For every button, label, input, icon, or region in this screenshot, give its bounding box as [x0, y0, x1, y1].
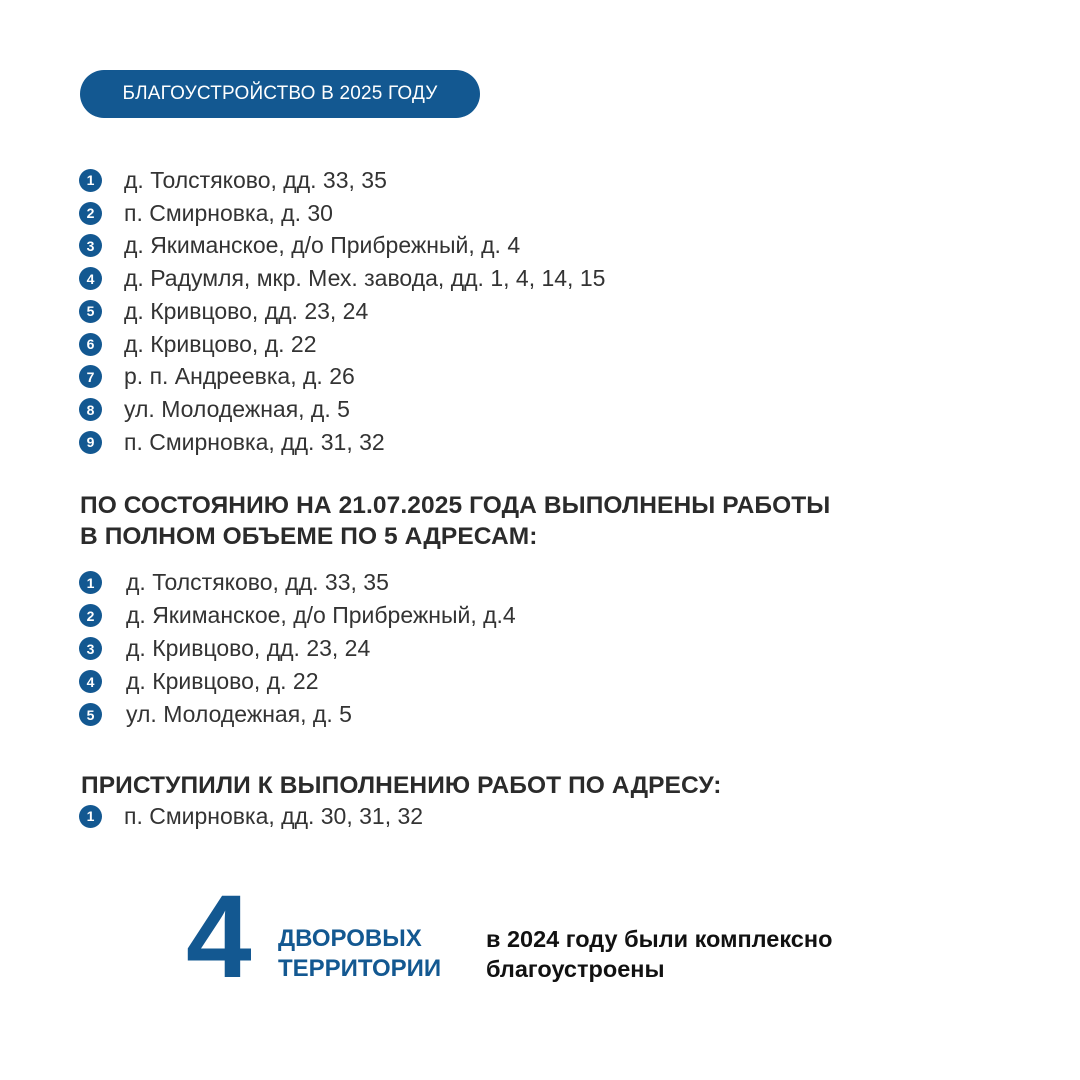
- address-text: д. Кривцово, д. 22: [126, 668, 319, 694]
- list-item: [79, 393, 605, 426]
- list-item: [79, 295, 605, 328]
- address-text: д. Радумля, мкр. Мех. завода, дд. 1, 4, 14, 15: [124, 265, 606, 292]
- started-heading: ПРИСТУПИЛИ К ВЫПОЛНЕНИЮ РАБОТ ПО АДРЕСУ:: [81, 772, 722, 799]
- list-item: [79, 665, 516, 698]
- address-text: д. Кривцово, дд. 23, 24: [124, 297, 369, 324]
- number-badge: 9: [79, 431, 102, 454]
- list-item: [79, 599, 516, 632]
- list-item: [79, 800, 423, 833]
- started-address-list: [79, 800, 423, 833]
- plan-address-list: [79, 164, 605, 459]
- address-text: д. Кривцово, д. 22: [124, 330, 317, 357]
- list-item: [79, 698, 516, 731]
- number-badge: 4: [79, 670, 102, 693]
- number-badge: 3: [79, 234, 102, 257]
- number-badge: 5: [79, 703, 102, 726]
- list-item: [79, 262, 605, 295]
- stat-label: ДВОРОВЫХ ТЕРРИТОРИИ: [278, 925, 442, 982]
- completed-heading: ПО СОСТОЯНИЮ НА 21.07.2025 ГОДА ВЫПОЛНЕНЫ РАБОТЫ В ПОЛНОМ ОБЪЕМЕ ПО 5 АДРЕСАМ:: [80, 492, 831, 550]
- list-item: [79, 426, 605, 459]
- list-item: [79, 230, 605, 263]
- number-badge: 2: [79, 202, 102, 225]
- address-text: п. Смирновка, дд. 31, 32: [124, 428, 385, 455]
- address-text: п. Смирновка, д. 30: [124, 199, 333, 226]
- address-text: д. Якиманское, д/о Прибрежный, д.4: [126, 602, 516, 628]
- address-text: п. Смирновка, дд. 30, 31, 32: [124, 802, 424, 829]
- list-item: [79, 197, 605, 230]
- number-badge: 6: [79, 333, 102, 356]
- address-text: д. Кривцово, дд. 23, 24: [126, 635, 371, 661]
- number-badge: 4: [79, 267, 102, 290]
- address-text: р. п. Андреевка, д. 26: [124, 363, 355, 390]
- address-text: д. Якиманское, д/о Прибрежный, д. 4: [124, 232, 521, 259]
- completed-address-list: [79, 566, 516, 731]
- address-text: ул. Молодежная, д. 5: [124, 396, 350, 423]
- number-badge: 1: [79, 169, 102, 192]
- number-badge: 1: [79, 805, 102, 828]
- stat-number: 4: [186, 871, 252, 1003]
- address-text: д. Толстяково, дд. 33, 35: [124, 166, 387, 193]
- list-item: [79, 328, 605, 361]
- number-badge: 5: [79, 300, 102, 323]
- address-text: ул. Молодежная, д. 5: [126, 701, 352, 727]
- number-badge: 3: [79, 637, 102, 660]
- number-badge: 2: [79, 604, 102, 627]
- number-badge: 8: [79, 398, 102, 421]
- list-item: [79, 566, 516, 599]
- list-item: [79, 361, 605, 394]
- section-title-pill: БЛАГОУСТРОЙСТВО В 2025 ГОДУ: [80, 70, 480, 118]
- number-badge: 7: [79, 365, 102, 388]
- list-item: [79, 632, 516, 665]
- number-badge: 1: [79, 571, 102, 594]
- stat-caption: в 2024 году были комплексно благоустроены: [486, 926, 833, 982]
- list-item: [79, 164, 605, 197]
- address-text: д. Толстяково, дд. 33, 35: [126, 569, 389, 595]
